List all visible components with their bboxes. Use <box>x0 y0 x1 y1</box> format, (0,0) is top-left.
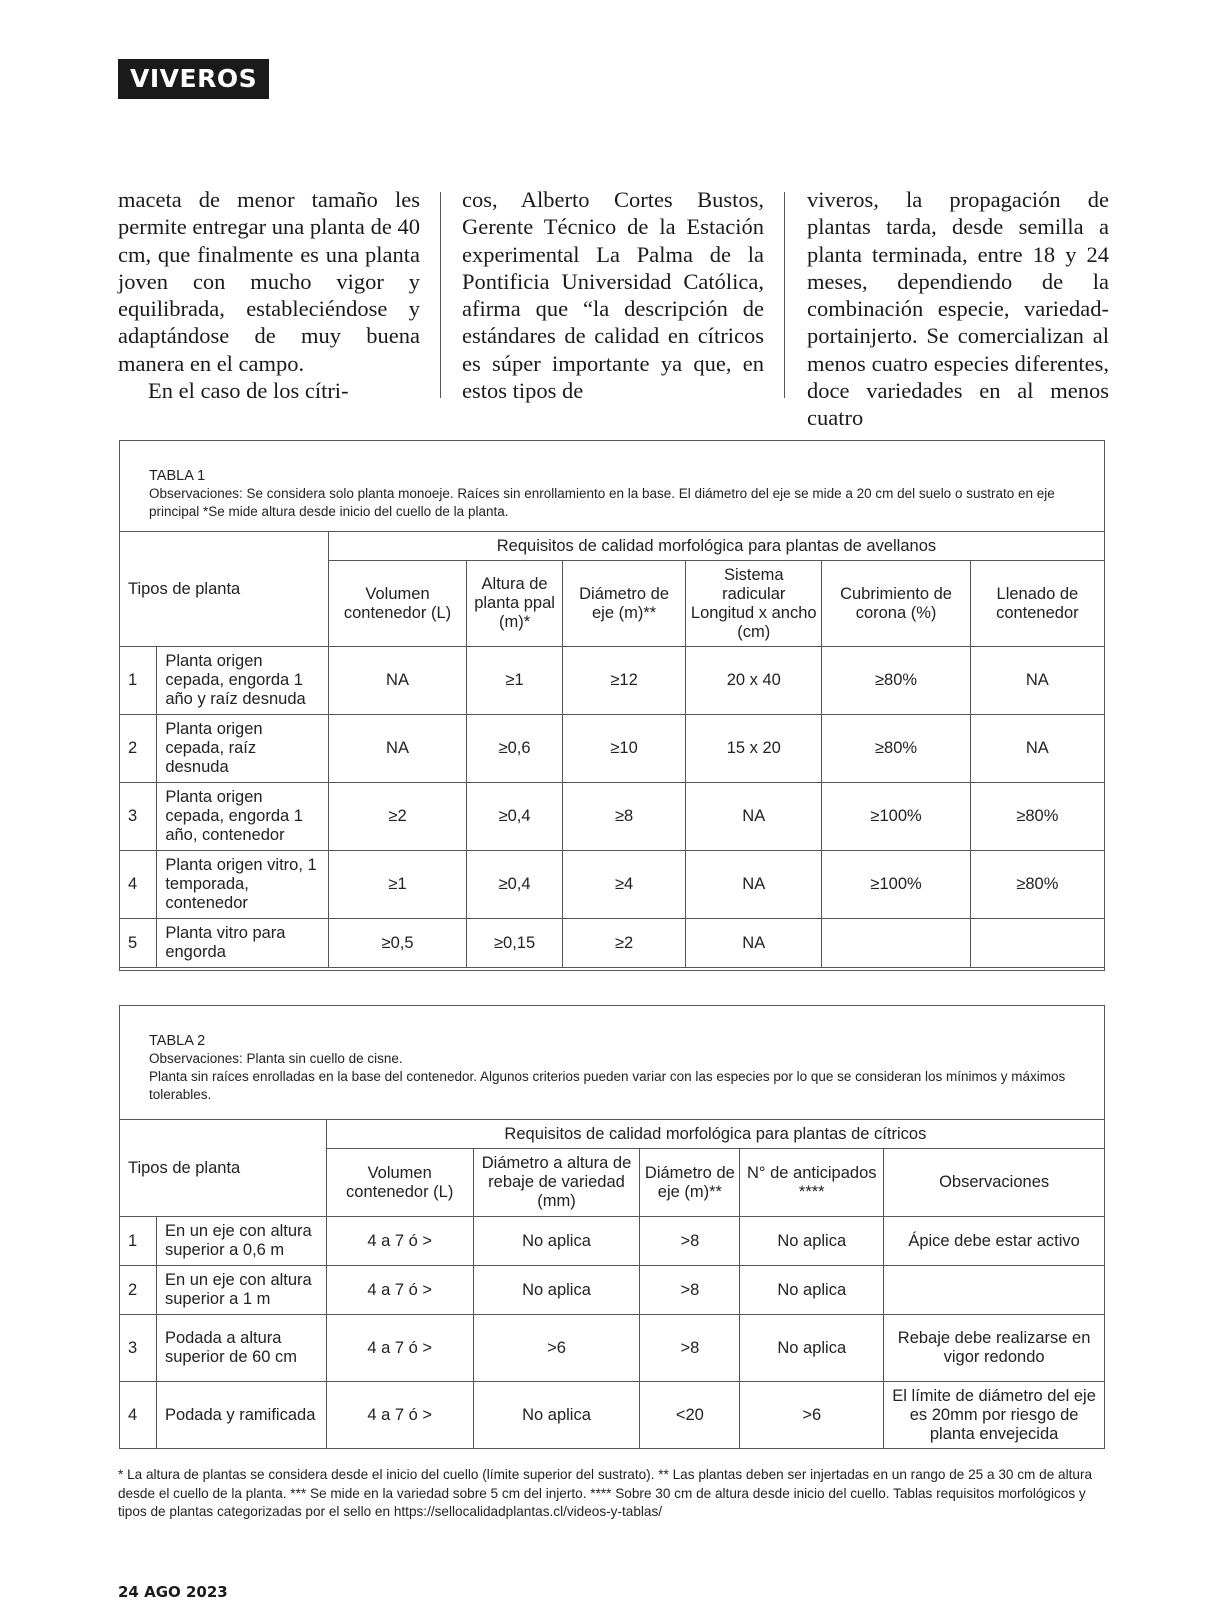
row-number: 1 <box>120 1217 157 1266</box>
table-note: Observaciones: Planta sin cuello de cisne. <box>149 1051 403 1066</box>
cell: <20 <box>640 1382 740 1449</box>
row-number: 3 <box>120 783 157 851</box>
cell: ≥80% <box>970 851 1104 919</box>
cell <box>884 1266 1105 1315</box>
table-row <box>120 715 1105 783</box>
cell: ≥0,6 <box>467 715 563 783</box>
column-header: Diámetro a altura de rebaje de variedad (mm) <box>473 1149 640 1217</box>
plant-type: Planta origen cepada, raíz desnuda <box>157 715 329 783</box>
plant-type: Planta vitro para engorda <box>157 919 329 968</box>
cell: ≥8 <box>563 783 686 851</box>
cell: 4 a 7 ó > <box>326 1382 473 1449</box>
column-header: Volumen contenedor (L) <box>328 561 466 647</box>
plant-type: Podada a altura superior de 60 cm <box>156 1315 326 1382</box>
row-number: 4 <box>120 851 157 919</box>
column-header: Altura de planta ppal (m)* <box>467 561 563 647</box>
cell: NA <box>686 851 822 919</box>
plant-type: Planta origen vitro, 1 temporada, contenedor <box>157 851 329 919</box>
cell: NA <box>686 919 822 968</box>
column-header: Sistema radicular Longitud x ancho (cm) <box>686 561 822 647</box>
cell <box>822 919 970 968</box>
cell: ≥4 <box>563 851 686 919</box>
cell: 20 x 40 <box>686 647 822 715</box>
row-number: 2 <box>120 1266 157 1315</box>
row-number: 1 <box>120 647 157 715</box>
column-header: N° de anticipados **** <box>740 1149 884 1217</box>
table-row <box>120 919 1105 968</box>
row-number: 4 <box>120 1382 157 1449</box>
article-body <box>118 186 1109 431</box>
cell: 4 a 7 ó > <box>326 1266 473 1315</box>
data-table <box>119 531 1105 968</box>
cell: No aplica <box>473 1217 640 1266</box>
article-column-2 <box>462 186 764 404</box>
cell: ≥1 <box>467 647 563 715</box>
table-row <box>120 1382 1105 1449</box>
table-row <box>120 851 1105 919</box>
group-header: Requisitos de calidad morfológica para plantas de avellanos <box>328 532 1104 561</box>
table-row <box>120 647 1105 715</box>
plant-type: En un eje con altura superior a 0,6 m <box>156 1217 326 1266</box>
paragraph: En el caso de los cítri- <box>148 378 349 404</box>
section-tag: VIVEROS <box>118 59 269 99</box>
cell: ≥80% <box>970 783 1104 851</box>
cell: >8 <box>640 1217 740 1266</box>
cell: No aplica <box>473 1382 640 1449</box>
page-footer: 24 AGO 2023 <box>118 1583 228 1601</box>
cell: 4 a 7 ó > <box>326 1217 473 1266</box>
column-divider <box>784 192 785 398</box>
plant-type: En un eje con altura superior a 1 m <box>156 1266 326 1315</box>
column-divider <box>440 192 441 398</box>
table-row <box>120 1315 1105 1382</box>
table-note: Observaciones: Se considera solo planta monoeje. Raíces sin enrollamiento en la base. El diámetro del eje se mide a 20 cm del suelo o sustrato en eje principal *Se mide altura desde inicio del cuello de la planta. <box>149 486 1055 519</box>
column-header: Volumen contenedor (L) <box>326 1149 473 1217</box>
cell: NA <box>328 647 466 715</box>
cell: El límite de diámetro del eje es 20mm por riesgo de planta envejecida <box>884 1382 1105 1449</box>
cell: ≥1 <box>328 851 466 919</box>
cell: No aplica <box>740 1266 884 1315</box>
cell: Rebaje debe realizarse en vigor redondo <box>884 1315 1105 1382</box>
table-row <box>120 1266 1105 1315</box>
cell: ≥0,4 <box>467 851 563 919</box>
paragraph: cos, Alberto Cortes Bustos, Gerente Técnico de la Estación experimental La Palma de la Pontificia Universidad Católica, afirma que “la descripción de estándares de calidad en cítricos es súper importante ya que, en estos tipos de <box>462 187 764 404</box>
plant-type: Planta origen cepada, engorda 1 año, contenedor <box>157 783 329 851</box>
cell: >8 <box>640 1266 740 1315</box>
column-header: Observaciones <box>884 1149 1105 1217</box>
cell: ≥0,4 <box>467 783 563 851</box>
cell: ≥80% <box>822 647 970 715</box>
column-header: Llenado de contenedor <box>970 561 1104 647</box>
column-header: Diámetro de eje (m)** <box>563 561 686 647</box>
cell: 15 x 20 <box>686 715 822 783</box>
cell: ≥80% <box>822 715 970 783</box>
table-title: TABLA 2 <box>149 1033 206 1049</box>
table-2 <box>119 1005 1105 1449</box>
article-column-3 <box>807 186 1109 432</box>
cell: ≥100% <box>822 851 970 919</box>
cell <box>970 919 1104 968</box>
cell: No aplica <box>740 1217 884 1266</box>
column-header: Diámetro de eje (m)** <box>640 1149 740 1217</box>
cell: Ápice debe estar activo <box>884 1217 1105 1266</box>
cell: >6 <box>740 1382 884 1449</box>
row-number: 2 <box>120 715 157 783</box>
cell: NA <box>970 647 1104 715</box>
table-1 <box>119 440 1105 971</box>
footnote: * La altura de plantas se considera desde el inicio del cuello (límite superior del sustrato). ** Las plantas deben ser injertadas en un rango de 25 a 30 cm de altura desde el cuello de la planta. *** Se mide en la variedad sobre 5 cm del injerto. **** Sobre 30 cm de altura desde inicio del cuello. Tablas requisitos morfológicos y tipos de plantas categorizadas por el sello en https://sellocalidadplantas.cl/videos-y-tablas/ <box>118 1467 1093 1519</box>
table-note: Planta sin raíces enrolladas en la base del contenedor. Algunos criterios pueden variar con las especies por lo que se consideran los mínimos y máximos tolerables. <box>149 1069 1066 1102</box>
cell: ≥10 <box>563 715 686 783</box>
column-header: Cubrimiento de corona (%) <box>822 561 970 647</box>
cell: >8 <box>640 1315 740 1382</box>
paragraph: maceta de menor tamaño les permite entregar una planta de 40 cm, que finalmente es una planta joven con mucho vigor y equilibrada, estableciéndose y adaptándose de muy buena manera en el campo. <box>118 187 420 376</box>
group-header: Requisitos de calidad morfológica para plantas de cítricos <box>326 1120 1104 1149</box>
table-caption <box>149 467 1069 521</box>
cell: ≥2 <box>563 919 686 968</box>
cell: >6 <box>473 1315 640 1382</box>
data-table <box>119 1119 1105 1449</box>
cell: NA <box>970 715 1104 783</box>
cell: ≥0,15 <box>467 919 563 968</box>
row-header: Tipos de planta <box>120 532 329 647</box>
table-caption <box>149 1032 1069 1104</box>
table-title: TABLA 1 <box>149 468 206 484</box>
cell: ≥0,5 <box>328 919 466 968</box>
cell: No aplica <box>740 1315 884 1382</box>
cell: NA <box>328 715 466 783</box>
cell: NA <box>686 783 822 851</box>
article-column-1 <box>118 186 420 404</box>
plant-type: Podada y ramificada <box>156 1382 326 1449</box>
cell: ≥12 <box>563 647 686 715</box>
cell: ≥100% <box>822 783 970 851</box>
cell: 4 a 7 ó > <box>326 1315 473 1382</box>
cell: ≥2 <box>328 783 466 851</box>
table-row <box>120 783 1105 851</box>
plant-type: Planta origen cepada, engorda 1 año y raíz desnuda <box>157 647 329 715</box>
cell: No aplica <box>473 1266 640 1315</box>
row-number: 3 <box>120 1315 157 1382</box>
paragraph: viveros, la propagación de plantas tarda, desde semilla a planta terminada, entre 18 y 24 meses, dependiendo de la combinación especie, variedad-portainjerto. Se comercializan al menos cuatro especies diferentes, doce variedades en al menos cuatro <box>807 187 1109 431</box>
row-number: 5 <box>120 919 157 968</box>
table-row <box>120 1217 1105 1266</box>
row-header: Tipos de planta <box>120 1120 327 1217</box>
